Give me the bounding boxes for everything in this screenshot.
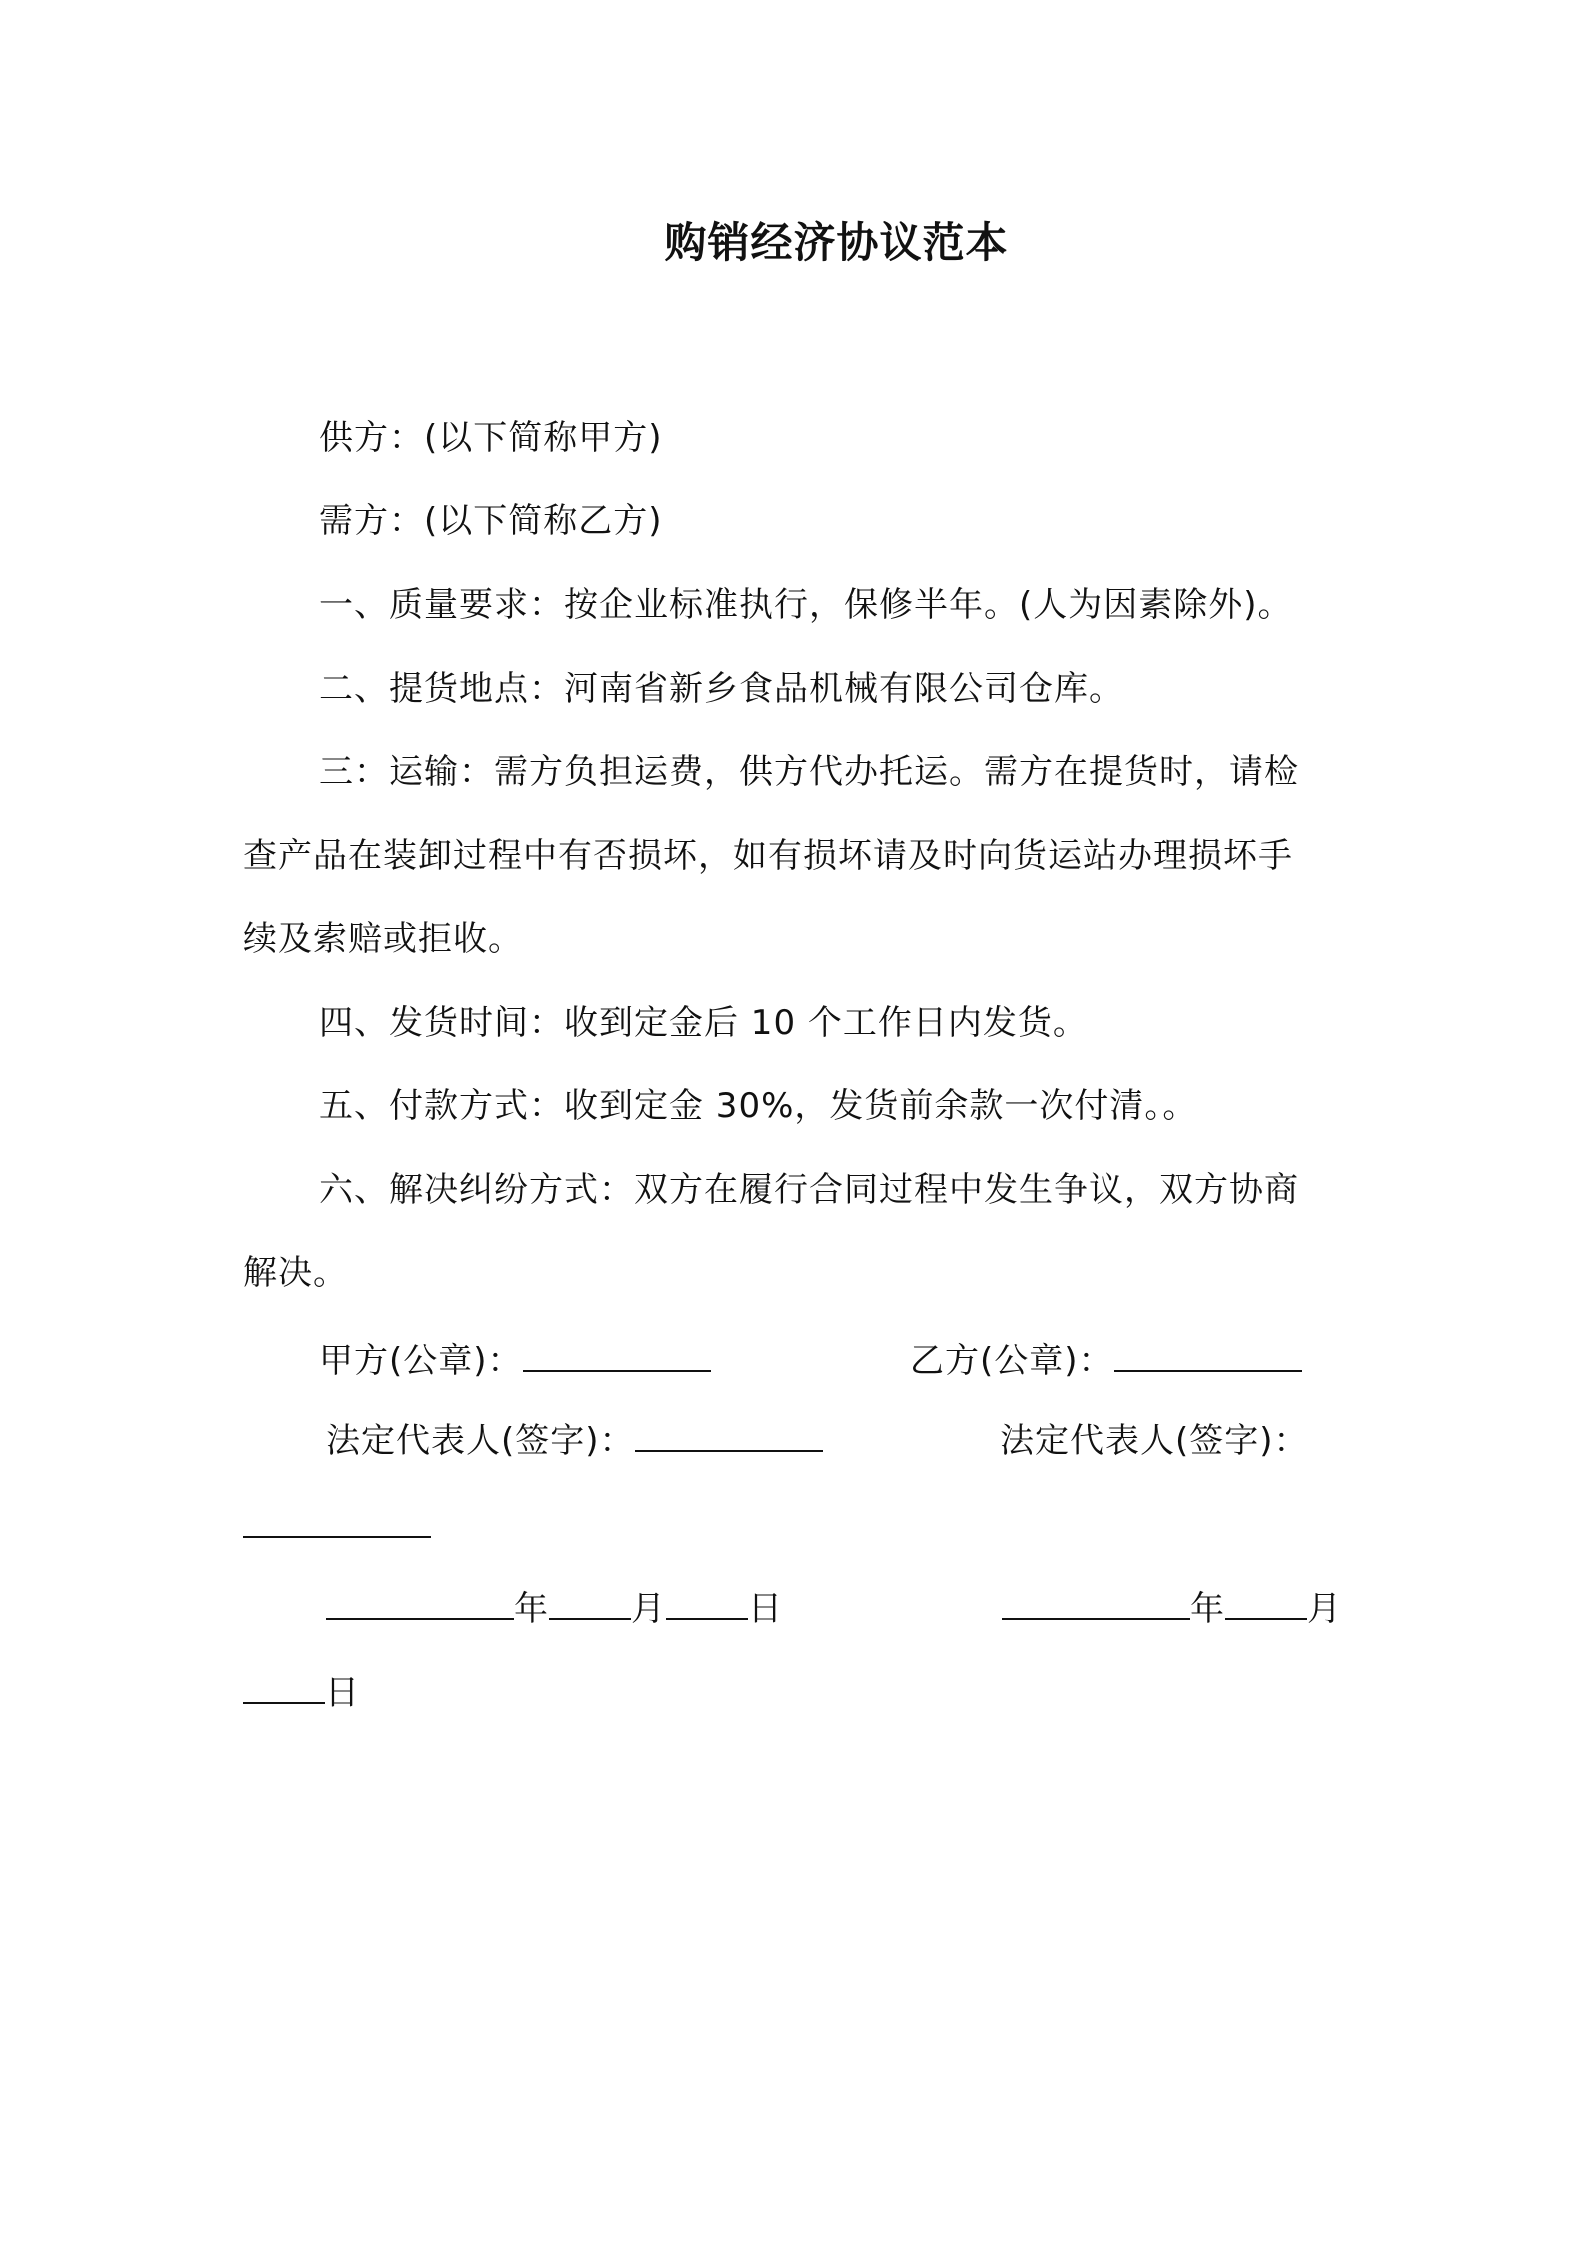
- party-a-month-blank: [549, 1588, 631, 1620]
- party-b-day-row: [243, 1668, 360, 1718]
- party-a-rep-row: [326, 1416, 823, 1466]
- clause-dispute-line2: 解决。: [243, 1253, 348, 1293]
- clause-delivery-time: 四、发货时间：收到定金后 10 个工作日内发货。: [319, 1003, 1088, 1043]
- clause-transport-line3: 续及索赔或拒收。: [243, 919, 523, 959]
- supplier-line: 供方：(以下简称甲方): [319, 418, 663, 458]
- party-b-rep-label: 法定代表人(签字)：: [1000, 1421, 1309, 1461]
- party-b-seal-row: [910, 1336, 1302, 1386]
- party-b-seal-label: 乙方(公章)：: [910, 1341, 1114, 1381]
- party-a-day-label: 日: [748, 1589, 783, 1629]
- party-a-seal-blank: [523, 1340, 711, 1372]
- buyer-line: 需方：(以下简称乙方): [319, 501, 663, 541]
- party-a-month-label: 月: [631, 1589, 666, 1629]
- party-b-rep-blank: [243, 1506, 431, 1538]
- party-a-seal-label: 甲方(公章)：: [319, 1341, 523, 1381]
- party-b-year-label: 年: [1190, 1589, 1225, 1629]
- clause-payment: 五、付款方式：收到定金 30%，发货前余款一次付清。。: [319, 1086, 1198, 1126]
- party-a-rep-blank: [635, 1420, 823, 1452]
- party-a-year-blank: [326, 1588, 514, 1620]
- party-b-rep-row: [1000, 1416, 1309, 1466]
- party-b-day-blank: [243, 1672, 325, 1704]
- clause-pickup-location: 二、提货地点：河南省新乡食品机械有限公司仓库。: [319, 669, 1124, 709]
- party-b-month-blank: [1225, 1588, 1307, 1620]
- party-b-rep-blank-row: [243, 1502, 431, 1552]
- party-a-rep-label: 法定代表人(签字)：: [326, 1421, 635, 1461]
- party-a-day-blank: [666, 1588, 748, 1620]
- party-a-year-label: 年: [514, 1589, 549, 1629]
- party-a-seal-row: [319, 1336, 711, 1386]
- clause-transport-line1: 三：运输：需方负担运费，供方代办托运。需方在提货时，请检: [319, 752, 1299, 792]
- clause-quality: 一、质量要求：按企业标准执行，保修半年。(人为因素除外)。: [319, 585, 1293, 625]
- document-title: 购销经济协议范本: [664, 218, 1009, 267]
- clause-transport-line2: 查产品在装卸过程中有否损坏，如有损坏请及时向货运站办理损坏手: [243, 836, 1293, 876]
- party-b-year-blank: [1002, 1588, 1190, 1620]
- party-b-day-label: 日: [325, 1673, 360, 1713]
- party-b-seal-blank: [1114, 1340, 1302, 1372]
- party-b-date-row: [1002, 1584, 1342, 1634]
- party-b-month-label: 月: [1307, 1589, 1342, 1629]
- party-a-date-row: [326, 1584, 783, 1634]
- clause-dispute-line1: 六、解决纠纷方式：双方在履行合同过程中发生争议，双方协商: [319, 1170, 1299, 1210]
